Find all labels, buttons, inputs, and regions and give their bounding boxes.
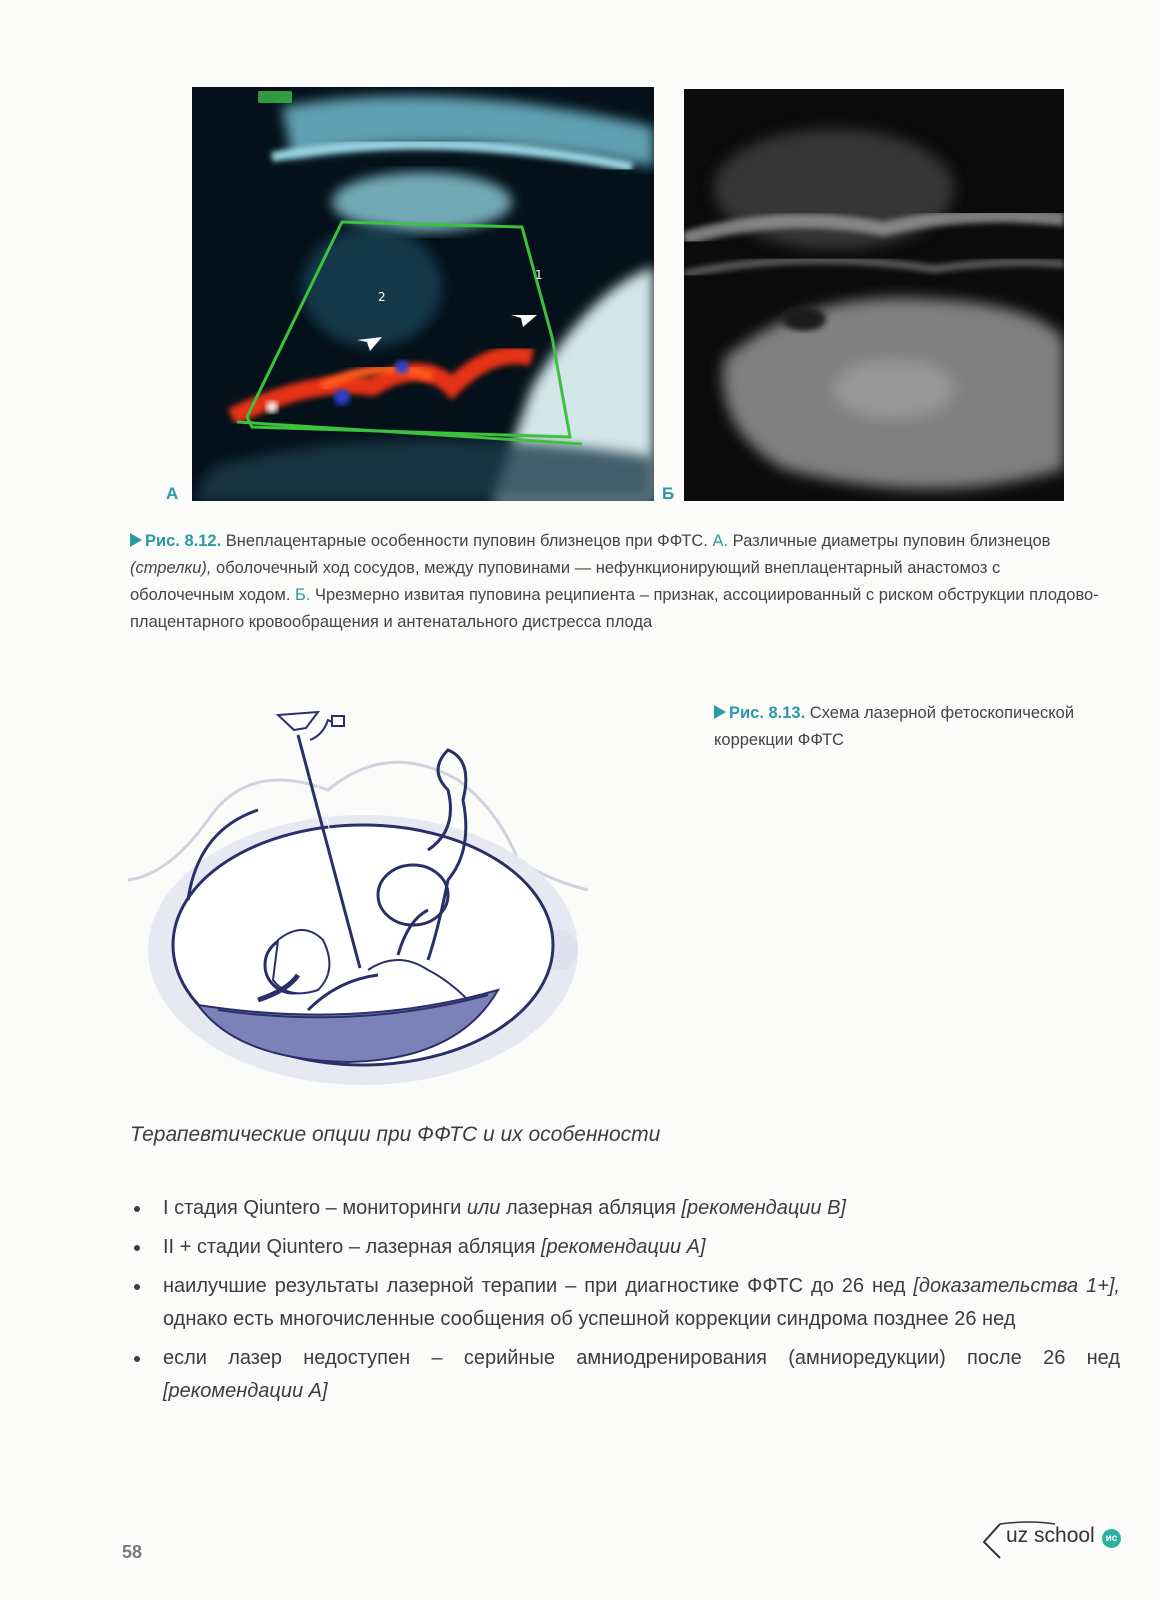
caption-text: Схема лазерной фетоскопической коррекции ФФТС — [714, 704, 1075, 749]
panel-label-b: Б — [662, 484, 675, 503]
svg-text:2: 2 — [378, 290, 386, 304]
section-title: Терапевтические опции при ФФТС и их особенности — [130, 1123, 661, 1146]
caption-text: Различные диаметры пуповин близнецов — [728, 532, 1051, 550]
ultrasound-image-b — [684, 89, 1064, 501]
therapy-options-list — [130, 1192, 1120, 1414]
caption-marker-icon — [714, 705, 726, 719]
uz-school-logo — [980, 1518, 1130, 1562]
logo-badge: ис — [1102, 1529, 1121, 1548]
svg-text:1: 1 — [535, 268, 543, 282]
figure-8-12-caption — [130, 528, 1108, 636]
caption-panel-a-ref: А. — [712, 532, 729, 550]
figure-number: Рис. 8.13. — [729, 704, 806, 722]
caption-text: (стрелки), — [130, 559, 212, 577]
fetoscopy-diagram — [128, 700, 598, 1090]
page-number: 58 — [122, 1542, 143, 1562]
logo-text: uz school — [1006, 1524, 1095, 1547]
list-item: I стадия Qiuntero – мониторинги или лазерная абляция [рекомендации B] — [130, 1192, 1120, 1225]
figure-number: Рис. 8.12. — [145, 532, 222, 550]
caption-panel-b-ref: Б. — [294, 586, 311, 604]
panel-label-a: А — [166, 484, 179, 503]
caption-text: Внеплацентарные особенности пуповин близнецов при ФФТС. — [221, 532, 713, 550]
caption-text: оболочечный ход сосудов, между пуповинами — нефункционирующий внеплацентарный анастомоз с оболочечным ходом. — [130, 559, 1001, 604]
figure-8-13-caption — [714, 700, 1114, 754]
caption-text: Чрезмерно извитая пуповина реципиента – признак, ассоциированный с риском обструкции плодово-плацентарного кровообращения и антенатального дистресса плода — [130, 586, 1099, 631]
ultrasound-image-a — [192, 87, 654, 501]
caption-marker-icon — [130, 533, 142, 547]
list-item: II + стадии Qiuntero – лазерная абляция [рекомендации A] — [130, 1231, 1120, 1264]
list-item: если лазер недоступен – серийные амниодренирования (амниоредукции) после 26 нед [рекомендации A] — [130, 1342, 1120, 1408]
list-item: наилучшие результаты лазерной терапии – при диагностике ФФТС до 26 нед [доказательства 1+], однако есть многочисленные сообщения об успешной коррекции синдрома позднее 26 нед — [130, 1270, 1120, 1336]
